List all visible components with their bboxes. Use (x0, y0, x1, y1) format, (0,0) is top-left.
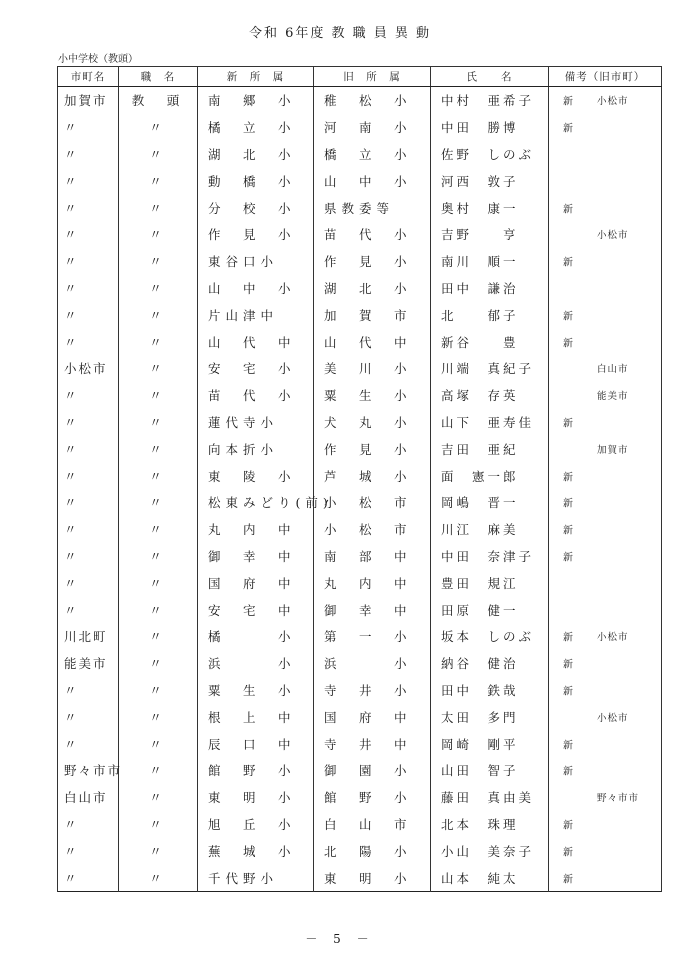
cell-old-post: 寺 井 小 (314, 677, 431, 704)
cell-notes (549, 87, 662, 114)
cell-city: 〃 (58, 248, 119, 275)
cell-city: 〃 (58, 677, 119, 704)
table-row (58, 489, 662, 516)
table-row (58, 87, 662, 114)
new-flag: 新 (563, 659, 573, 671)
table-row (58, 757, 662, 784)
cell-city: 〃 (58, 596, 119, 623)
cell-old-post: 小 松 市 (314, 489, 431, 516)
new-flag: 新 (563, 766, 573, 778)
table-row (58, 730, 662, 757)
cell-new-post: 動 橋 小 (198, 167, 314, 194)
cell-role: 〃 (119, 596, 198, 623)
cell-name: 佐野 しのぶ (431, 141, 549, 168)
cell-role: 〃 (119, 837, 198, 864)
cell-city: 〃 (58, 301, 119, 328)
cell-city: 川北町 (58, 623, 119, 650)
cell-city: 〃 (58, 382, 119, 409)
cell-city: 小松市 (58, 355, 119, 382)
cell-name: 河西 敦子 (431, 167, 549, 194)
cell-old-post: 作 見 小 (314, 248, 431, 275)
cell-name: 坂本 しのぶ (431, 623, 549, 650)
cell-city: 〃 (58, 569, 119, 596)
new-flag: 新 (563, 338, 573, 350)
cell-old-post: 橋 立 小 (314, 141, 431, 168)
cell-new-post: 館 野 小 (198, 757, 314, 784)
cell-notes (549, 382, 662, 409)
cell-role: 〃 (119, 435, 198, 462)
header-old-post: 旧 所 属 (314, 67, 431, 87)
cell-role: 〃 (119, 489, 198, 516)
cell-city: 〃 (58, 409, 119, 436)
table-row (58, 221, 662, 248)
cell-new-post: 蕪 城 小 (198, 837, 314, 864)
cell-city: 〃 (58, 114, 119, 141)
cell-new-post: 分 校 小 (198, 194, 314, 221)
cell-old-post: 犬 丸 小 (314, 409, 431, 436)
header-notes: 備考（旧市町） (549, 67, 662, 87)
cell-new-post: 橘 立 小 (198, 114, 314, 141)
new-flag: 新 (563, 847, 573, 859)
cell-old-post: 県教委等 (314, 194, 431, 221)
cell-old-post: 南 部 中 (314, 543, 431, 570)
cell-name: 小山 美奈子 (431, 837, 549, 864)
cell-name: 田中 謙治 (431, 275, 549, 302)
cell-new-post: 浜 小 (198, 650, 314, 677)
cell-new-post: 作 見 小 (198, 221, 314, 248)
cell-name: 藤田 真由美 (431, 784, 549, 811)
previous-municipality: 白山市 (597, 364, 629, 376)
cell-role: 〃 (119, 114, 198, 141)
cell-name: 南川 順一 (431, 248, 549, 275)
cell-city: 〃 (58, 703, 119, 730)
cell-city: 〃 (58, 811, 119, 838)
cell-notes (549, 355, 662, 382)
cell-name: 川江 麻美 (431, 516, 549, 543)
cell-role: 〃 (119, 543, 198, 570)
cell-notes (549, 837, 662, 864)
new-flag: 新 (563, 740, 573, 752)
cell-role: 〃 (119, 194, 198, 221)
table-row (58, 837, 662, 864)
cell-new-post: 旭 丘 小 (198, 811, 314, 838)
table-row (58, 596, 662, 623)
cell-name: 高塚 存英 (431, 382, 549, 409)
cell-name: 中田 奈津子 (431, 543, 549, 570)
table-row (58, 167, 662, 194)
table-row (58, 677, 662, 704)
table-row (58, 864, 662, 891)
document-title: 令和 6年度 教 職 員 異 動 (248, 26, 432, 41)
cell-name: 岡嶋 晋一 (431, 489, 549, 516)
cell-city: 能美市 (58, 650, 119, 677)
cell-city: 〃 (58, 194, 119, 221)
previous-municipality: 小松市 (597, 96, 629, 108)
cell-role: 〃 (119, 355, 198, 382)
table-row (58, 543, 662, 570)
header-new-post: 新 所 属 (198, 67, 314, 87)
table-row (58, 516, 662, 543)
cell-city: 〃 (58, 864, 119, 891)
previous-municipality: 小松市 (597, 632, 629, 644)
cell-name: 山下 亜寿佳 (431, 409, 549, 436)
section-subtitle: 小中学校（教頭） (58, 54, 138, 65)
cell-name: 吉野 亨 (431, 221, 549, 248)
new-flag: 新 (563, 686, 573, 698)
cell-new-post: 御 幸 中 (198, 543, 314, 570)
cell-role: 教 頭 (119, 87, 198, 114)
cell-notes (549, 248, 662, 275)
cell-name: 吉田 亜紀 (431, 435, 549, 462)
cell-old-post: 北 陽 小 (314, 837, 431, 864)
cell-name: 奥村 康一 (431, 194, 549, 221)
cell-new-post: 東 明 小 (198, 784, 314, 811)
cell-old-post: 御 幸 中 (314, 596, 431, 623)
cell-name: 新谷 豊 (431, 328, 549, 355)
new-flag: 新 (563, 418, 573, 430)
table-row (58, 382, 662, 409)
cell-old-post: 美 川 小 (314, 355, 431, 382)
cell-new-post: 辰 口 中 (198, 730, 314, 757)
cell-old-post: 芦 城 小 (314, 462, 431, 489)
cell-new-post: 根 上 中 (198, 703, 314, 730)
new-flag: 新 (563, 552, 573, 564)
cell-name: 中村 亜希子 (431, 87, 549, 114)
new-flag: 新 (563, 874, 573, 885)
new-flag: 新 (563, 498, 573, 510)
cell-old-post: 河 南 小 (314, 114, 431, 141)
cell-city: 〃 (58, 730, 119, 757)
previous-municipality: 加賀市 (597, 444, 629, 456)
cell-city: 野々市市 (58, 757, 119, 784)
cell-name: 田原 健一 (431, 596, 549, 623)
cell-role: 〃 (119, 703, 198, 730)
table-row (58, 194, 662, 221)
previous-municipality: 小松市 (597, 712, 629, 724)
cell-city: 〃 (58, 221, 119, 248)
cell-notes (549, 221, 662, 248)
cell-old-post: 作 見 小 (314, 435, 431, 462)
cell-notes (549, 730, 662, 757)
cell-notes (549, 167, 662, 194)
previous-municipality: 能美市 (597, 391, 629, 403)
cell-new-post: 向本折小 (198, 435, 314, 462)
new-flag: 新 (563, 204, 573, 216)
new-flag: 新 (563, 257, 573, 269)
cell-role: 〃 (119, 328, 198, 355)
cell-name: 北本 珠理 (431, 811, 549, 838)
personnel-transfer-table (57, 66, 662, 892)
cell-notes (549, 623, 662, 650)
cell-new-post: 南 郷 小 (198, 87, 314, 114)
cell-notes (549, 489, 662, 516)
cell-city: 加賀市 (58, 87, 119, 114)
cell-new-post: 橘 小 (198, 623, 314, 650)
cell-notes (549, 784, 662, 811)
table-row (58, 114, 662, 141)
table-row (58, 435, 662, 462)
cell-notes (549, 141, 662, 168)
cell-name: 岡崎 剛平 (431, 730, 549, 757)
cell-role: 〃 (119, 569, 198, 596)
cell-notes (549, 596, 662, 623)
cell-new-post: 東谷口小 (198, 248, 314, 275)
cell-notes (549, 328, 662, 355)
cell-old-post: 寺 井 中 (314, 730, 431, 757)
cell-old-post: 稚 松 小 (314, 87, 431, 114)
cell-name: 納谷 健治 (431, 650, 549, 677)
cell-new-post: 国 府 中 (198, 569, 314, 596)
cell-new-post: 東 陵 小 (198, 462, 314, 489)
previous-municipality: 小松市 (597, 230, 629, 242)
cell-role: 〃 (119, 301, 198, 328)
cell-name: 川端 真紀子 (431, 355, 549, 382)
page-number: － 5 － (305, 932, 375, 946)
cell-role: 〃 (119, 650, 198, 677)
cell-name: 面 憲一郎 (431, 462, 549, 489)
cell-old-post: 小 松 市 (314, 516, 431, 543)
cell-old-post: 山 代 中 (314, 328, 431, 355)
cell-role: 〃 (119, 864, 198, 891)
cell-old-post: 加 賀 市 (314, 301, 431, 328)
new-flag: 新 (563, 96, 573, 108)
new-flag: 新 (563, 311, 573, 323)
cell-name: 山本 純太 (431, 864, 549, 891)
cell-city: 〃 (58, 543, 119, 570)
cell-name: 太田 多門 (431, 703, 549, 730)
cell-city: 〃 (58, 435, 119, 462)
cell-role: 〃 (119, 221, 198, 248)
cell-role: 〃 (119, 677, 198, 704)
new-flag: 新 (563, 820, 573, 832)
cell-old-post: 浜 小 (314, 650, 431, 677)
cell-name: 田中 鉄哉 (431, 677, 549, 704)
cell-notes (549, 194, 662, 221)
table-header-row (58, 67, 662, 87)
new-flag: 新 (563, 472, 573, 484)
header-name: 氏 名 (431, 67, 549, 87)
cell-name: 豊田 規江 (431, 569, 549, 596)
cell-notes (549, 757, 662, 784)
cell-new-post: 蓮代寺小 (198, 409, 314, 436)
cell-notes (549, 864, 662, 891)
cell-city: 〃 (58, 516, 119, 543)
cell-role: 〃 (119, 730, 198, 757)
cell-role: 〃 (119, 462, 198, 489)
table-row (58, 409, 662, 436)
cell-role: 〃 (119, 623, 198, 650)
cell-new-post: 安 宅 小 (198, 355, 314, 382)
cell-city: 白山市 (58, 784, 119, 811)
new-flag: 新 (563, 123, 573, 135)
table-row (58, 811, 662, 838)
cell-notes (549, 409, 662, 436)
cell-role: 〃 (119, 275, 198, 302)
cell-old-post: 苗 代 小 (314, 221, 431, 248)
table-row (58, 141, 662, 168)
table-row (58, 650, 662, 677)
cell-role: 〃 (119, 167, 198, 194)
cell-notes (549, 703, 662, 730)
table-row (58, 462, 662, 489)
table-row (58, 301, 662, 328)
cell-role: 〃 (119, 784, 198, 811)
cell-new-post: 山 代 中 (198, 328, 314, 355)
cell-role: 〃 (119, 141, 198, 168)
cell-notes (549, 569, 662, 596)
cell-new-post: 湖 北 小 (198, 141, 314, 168)
cell-notes (549, 516, 662, 543)
cell-old-post: 第 一 小 (314, 623, 431, 650)
cell-name: 北 郁子 (431, 301, 549, 328)
table-row (58, 248, 662, 275)
cell-notes (549, 301, 662, 328)
new-flag: 新 (563, 525, 573, 537)
cell-old-post: 丸 内 中 (314, 569, 431, 596)
cell-city: 〃 (58, 141, 119, 168)
table-row (58, 623, 662, 650)
cell-name: 山田 智子 (431, 757, 549, 784)
cell-city: 〃 (58, 167, 119, 194)
cell-old-post: 白 山 市 (314, 811, 431, 838)
table-row (58, 328, 662, 355)
cell-role: 〃 (119, 409, 198, 436)
table-row (58, 569, 662, 596)
cell-notes (549, 462, 662, 489)
cell-role: 〃 (119, 811, 198, 838)
cell-city: 〃 (58, 275, 119, 302)
cell-role: 〃 (119, 757, 198, 784)
cell-notes (549, 677, 662, 704)
header-city: 市町名 (58, 67, 119, 87)
cell-city: 〃 (58, 462, 119, 489)
header-role: 職 名 (119, 67, 198, 87)
table-row (58, 275, 662, 302)
previous-municipality: 野々市市 (597, 793, 640, 805)
table-row (58, 355, 662, 382)
cell-notes (549, 114, 662, 141)
cell-old-post: 東 明 小 (314, 864, 431, 891)
table-row (58, 784, 662, 811)
cell-name: 中田 勝博 (431, 114, 549, 141)
cell-new-post: 千代野小 (198, 864, 314, 891)
cell-city: 〃 (58, 837, 119, 864)
new-flag: 新 (563, 632, 573, 644)
cell-city: 〃 (58, 328, 119, 355)
cell-notes (549, 811, 662, 838)
cell-notes (549, 543, 662, 570)
cell-new-post: 片山津中 (198, 301, 314, 328)
cell-old-post: 山 中 小 (314, 167, 431, 194)
cell-old-post: 粟 生 小 (314, 382, 431, 409)
cell-new-post: 苗 代 小 (198, 382, 314, 409)
cell-role: 〃 (119, 516, 198, 543)
cell-notes (549, 435, 662, 462)
cell-role: 〃 (119, 382, 198, 409)
cell-notes (549, 650, 662, 677)
cell-notes (549, 275, 662, 302)
cell-new-post: 松東みどり(前) (198, 489, 314, 516)
cell-city: 〃 (58, 489, 119, 516)
cell-old-post: 館 野 小 (314, 784, 431, 811)
cell-new-post: 安 宅 中 (198, 596, 314, 623)
cell-role: 〃 (119, 248, 198, 275)
cell-old-post: 御 園 小 (314, 757, 431, 784)
cell-new-post: 粟 生 小 (198, 677, 314, 704)
cell-new-post: 丸 内 中 (198, 516, 314, 543)
cell-new-post: 山 中 小 (198, 275, 314, 302)
cell-old-post: 国 府 中 (314, 703, 431, 730)
cell-old-post: 湖 北 小 (314, 275, 431, 302)
table-row (58, 703, 662, 730)
